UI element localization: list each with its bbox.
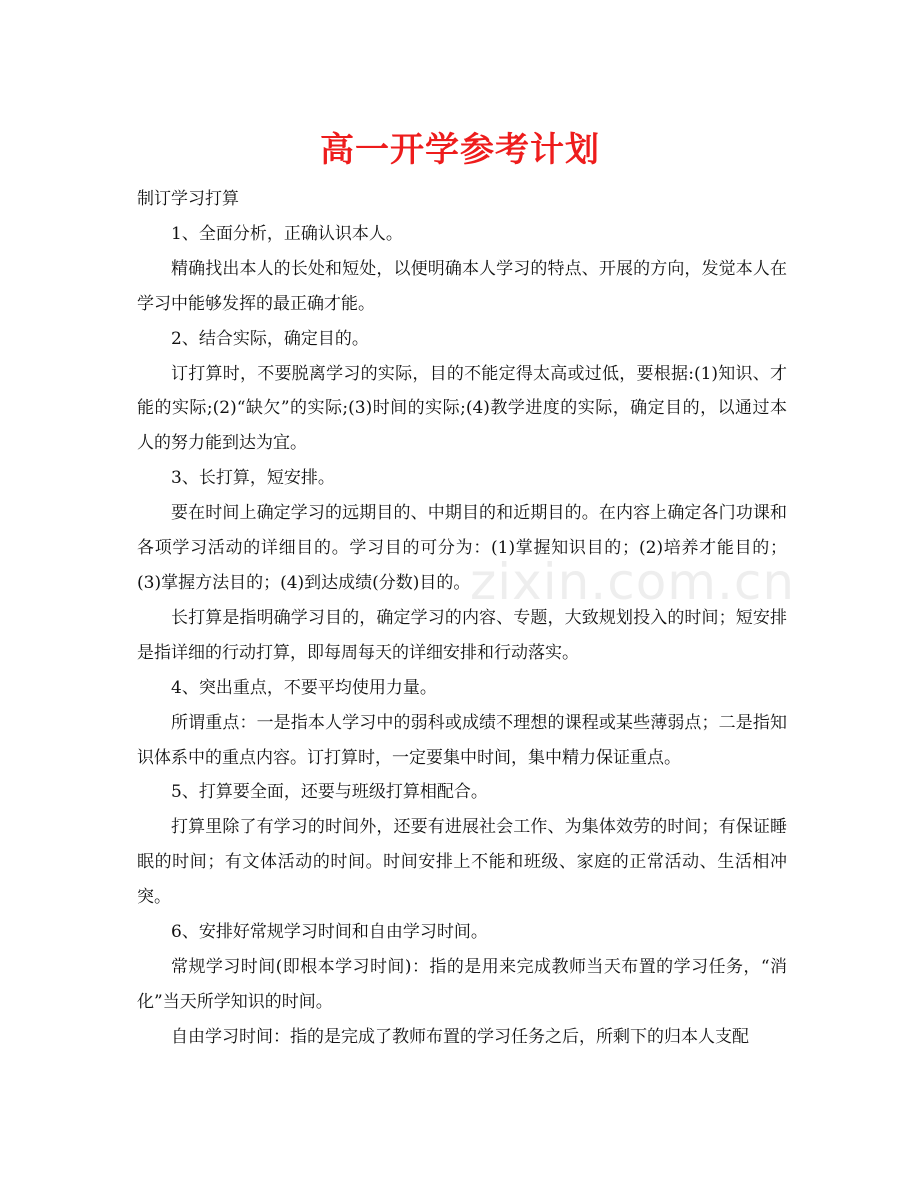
paragraph: 6、安排好常规学习时间和自由学习时间。: [171, 922, 488, 943]
section-heading: 制订学习打算: [137, 189, 239, 209]
paragraph: 所谓重点：一是指本人学习中的弱科或成绩不理想的课程或某些薄弱点；二是指知识体系中的重点内容。订打算时，一定要集中时间，集中精力保证重点。: [137, 712, 787, 768]
paragraph: 要在时间上确定学习的远期目的、中期目的和近期目的。在内容上确定各门功课和各项学习活动的详细目的。学习目的可分为：(1)掌握知识目的；(2)培养才能目的；(3)掌握方法目的；(4)到达成绩(分数)目的。: [137, 503, 787, 593]
paragraph: 4、突出重点，不要平均使用力量。: [171, 677, 437, 698]
paragraph: 常规学习时间(即根本学习时间)：指的是用来完成教师当天布置的学习任务，“消化”当天所学知识的时间。: [137, 956, 787, 1012]
paragraph: 订打算时，不要脱离学习的实际，目的不能定得太高或过低，要根据:(1)知识、才能的实际;(2)“缺欠”的实际;(3)时间的实际;(4)教学进度的实际，确定目的，以通过本人的努力能到达为宜。: [137, 363, 787, 454]
paragraph: 精确找出本人的长处和短处，以便明确本人学习的特点、开展的方向，发觉本人在学习中能够发挥的最正确才能。: [137, 258, 787, 314]
document-body: [137, 182, 787, 1055]
paragraph: 1、全面分析，正确认识本人。: [171, 223, 403, 244]
paragraph: 自由学习时间：指的是完成了教师布置的学习任务之后，所剩下的归本人支配: [171, 1026, 749, 1047]
paragraph: 5、打算要全面，还要与班级打算相配合。: [171, 782, 488, 803]
paragraph: 长打算是指明确学习目的，确定学习的内容、专题，大致规划投入的时间；短安排是指详细的行动打算，即每周每天的详细安排和行动落实。: [137, 607, 787, 663]
paragraph: 3、长打算，短安排。: [171, 468, 335, 489]
document-title: 高一开学参考计划: [320, 130, 600, 170]
watermark-text: zixin.com.cn: [470, 553, 796, 611]
paragraph: 2、结合实际，确定目的。: [171, 328, 369, 349]
paragraph: 打算里除了有学习的时间外，还要有进展社会工作、为集体效劳的时间；有保证睡眠的时间；有文体活动的时间。时间安排上不能和班级、家庭的正常活动、生活相冲突。: [137, 817, 787, 908]
